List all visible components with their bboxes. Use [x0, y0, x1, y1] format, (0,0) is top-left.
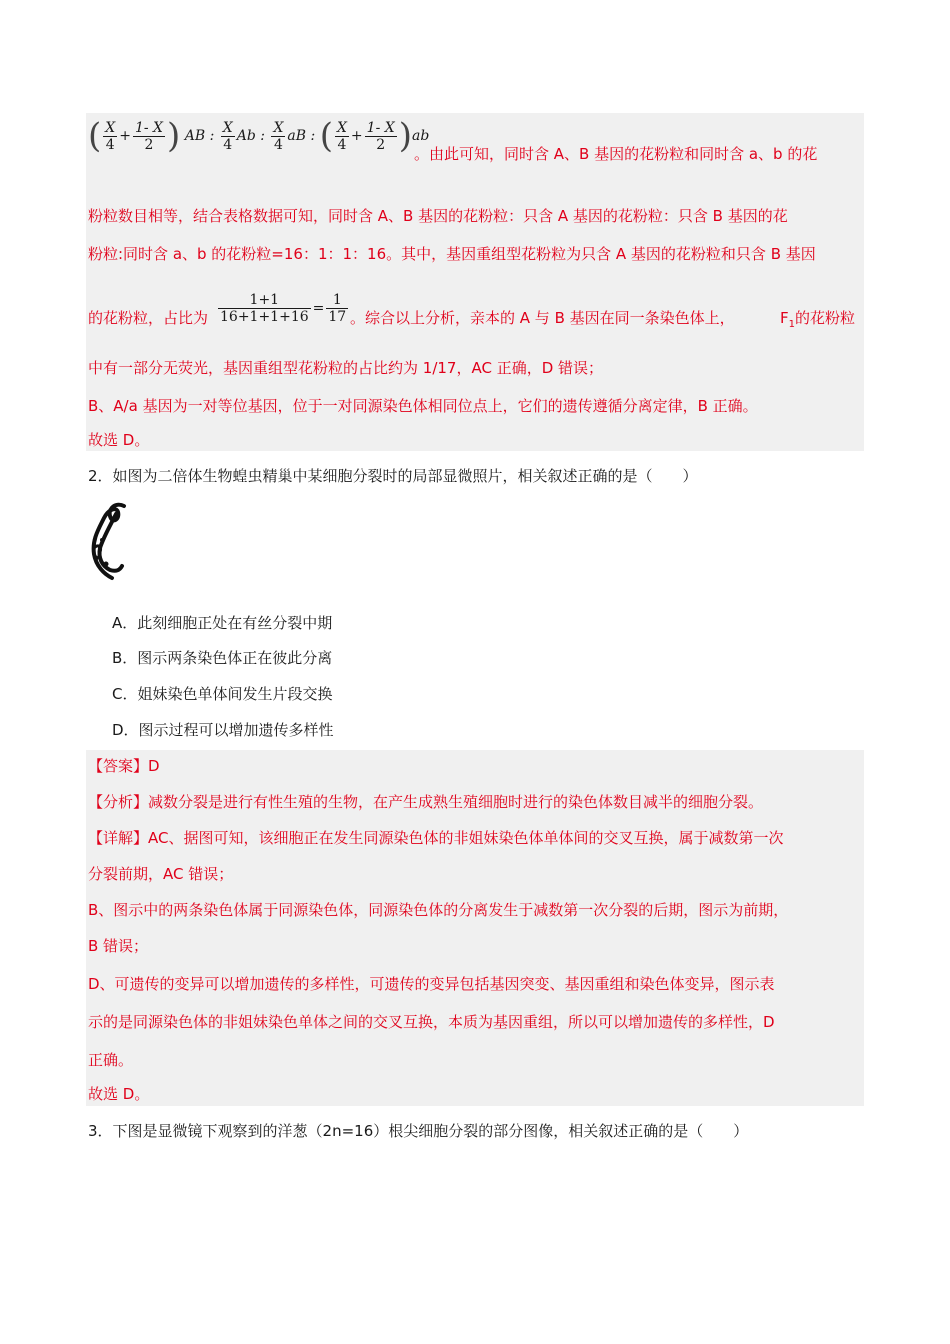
q2-detail-4: B 错误； — [88, 937, 149, 955]
formula-fraction: $\frac{1+1}{16+1+1+16}$ = $\frac{1}{17}$ — [220, 292, 347, 325]
q2-detail-8: 故选 D。 — [88, 1085, 150, 1103]
q1-line2: 粉粒数目相等，结合表格数据可知，同时含 A、B 基因的花粉粒：只含 A 基因的花粉粒：只含 B 基因的花 — [88, 207, 788, 225]
q2-detail-5: D、可遗传的变异可以增加遗传的多样性，可遗传的变异包括基因突变、基因重组和染色体变异，图示表 — [88, 975, 775, 993]
q1-line4-f1: $F_1$的花粉粒 — [780, 309, 856, 330]
q2-detail-2: 分裂前期，AC 错误； — [88, 865, 234, 883]
q2-detail-1: 【详解】AC、据图可知，该细胞正在发生同源染色体的非姐妹染色体单体间的交叉互换，属于减数第一次 — [88, 829, 784, 847]
q1-line6: B、A/a 基因为一对等位基因，位于一对同源染色体相同位点上，它们的遗传遵循分离定律，B 正确。 — [88, 397, 758, 415]
formula-ratio: ( $\frac{X}{4}$ + $\frac{1- X}{2}$ ) AB : $\frac{X}{4}$ Ab : $\frac{X}{4}$ aB : ( $\frac{X}{4}$ + $\frac{1- X}{2}$ )ab — [88, 116, 430, 156]
chromosome-micrograph — [86, 500, 132, 582]
q1-line4-head: 的花粉粒，占比为 — [88, 309, 209, 327]
q1-line7: 故选 D。 — [88, 431, 150, 449]
q2-stem: 2．如图为二倍体生物蝗虫精巢中某细胞分裂时的局部显微照片，相关叙述正确的是（ ） — [88, 467, 698, 485]
q1-line3: 粉粒:同时含 a、b 的花粉粒=16：1：1：16。其中，基因重组型花粉粒为只含 A 基因的花粉粒和只含 B 基因 — [88, 245, 816, 263]
q1-line4-tail: 。综合以上分析，亲本的 A 与 B 基因在同一条染色体上， — [350, 309, 735, 327]
q2-answer: 【答案】D — [88, 757, 160, 775]
q2-option-c[interactable]: C．姐妹染色单体间发生片段交换 — [112, 685, 333, 703]
q2-detail-7: 正确。 — [88, 1051, 134, 1069]
q2-option-d[interactable]: D．图示过程可以增加遗传多样性 — [112, 721, 334, 739]
q2-option-a[interactable]: A．此刻细胞正处在有丝分裂中期 — [112, 614, 333, 632]
q2-detail-6: 示的是同源染色体的非姐妹染色单体之间的交叉互换，本质为基因重组，所以可以增加遗传的多样性，D — [88, 1013, 775, 1031]
q2-analysis: 【分析】减数分裂是进行有性生殖的生物，在产生成熟生殖细胞时进行的染色体数目减半的细胞分裂。 — [88, 793, 764, 811]
q1-line1: 。由此可知，同时含 A、B 基因的花粉粒和同时含 a、b 的花 — [414, 145, 818, 163]
q2-detail-3: B、图示中的两条染色体属于同源染色体，同源染色体的分离发生于减数第一次分裂的后期，图示为前期， — [88, 901, 789, 919]
q3-stem: 3．下图是显微镜下观察到的洋葱（2n=16）根尖细胞分裂的部分图像，相关叙述正确的是（ ） — [88, 1122, 749, 1140]
q2-option-b[interactable]: B．图示两条染色体正在彼此分离 — [112, 649, 333, 667]
q1-line5: 中有一部分无荧光，基因重组型花粉粒的占比约为 1/17，AC 正确，D 错误； — [88, 359, 604, 377]
